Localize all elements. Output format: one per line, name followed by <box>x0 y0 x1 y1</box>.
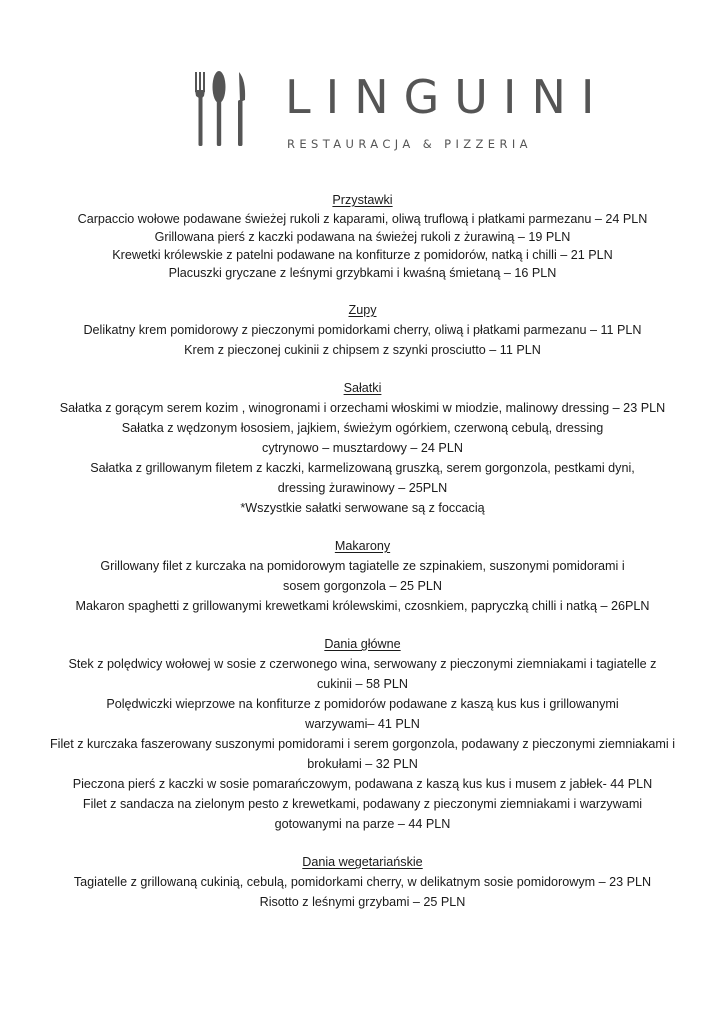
menu-item-note: *Wszystkie sałatki serwowane są z foccacią <box>240 501 485 515</box>
menu-item-line: Sałatka z grillowanym filetem z kaczki, karmelizowaną gruszką, serem gorgonzola, pestkami dyni, <box>90 461 635 475</box>
menu-item-line: Filet z kurczaka faszerowany suszonymi pomidorami i serem gorgonzola, podawany z pieczonymi ziemniakami i <box>49 737 676 751</box>
menu-item-line: Risotto z leśnymi grzybami – 25 PLN <box>259 895 466 909</box>
menu-item-line: cytrynowo – musztardowy – 24 PLN <box>262 441 463 455</box>
section-przystawki <box>0 190 725 282</box>
section-salatki <box>0 378 725 518</box>
menu-item-line: Delikatny krem pomidorowy z pieczonymi pomidorkami cherry, oliwą i płatkami parmezanu – 11 PLN <box>83 323 642 337</box>
section-title: Sałatki <box>343 381 382 395</box>
menu-item-line: Grillowana pierś z kaczki podawana na świeżej rukoli z żurawiną – 19 PLN <box>154 230 571 244</box>
menu-item-line: Krem z pieczonej cukinii z chipsem z szynki prosciutto – 11 PLN <box>184 343 541 357</box>
menu-item-line: Krewetki królewskie z patelni podawane na konfiturze z pomidorów, natką i chilli – 21 PLN <box>112 248 613 262</box>
menu-item-line: Stek z polędwicy wołowej w sosie z czerwonego wina, serwowany z pieczonymi ziemniakami i tagiatelle z <box>68 657 657 671</box>
menu-item-line: Pieczona pierś z kaczki w sosie pomarańczowym, podawana z kaszą kus kus i musem z jabłek- 44 PLN <box>72 777 653 791</box>
menu-item-line: Sałatka z gorącym serem kozim , winogronami i orzechami włoskimi w miodzie, malinowy dressing – 23 PLN <box>59 401 666 415</box>
section-zupy <box>0 300 725 360</box>
menu-item-line: Carpaccio wołowe podawane świeżej rukoli z kaparami, oliwą truflową i płatkami parmezanu – 24 PLN <box>77 212 648 226</box>
section-dania-wegetarianskie <box>0 852 725 912</box>
section-title: Zupy <box>348 303 377 317</box>
section-title: Makarony <box>334 539 391 553</box>
menu <box>0 190 725 930</box>
menu-item-line: Filet z sandacza na zielonym pesto z krewetkami, podawany z pieczonymi ziemniakami i warzywami <box>82 797 643 811</box>
menu-item-line: Sałatka z wędzonym łososiem, jajkiem, świeżym ogórkiem, czerwoną cebulą, dressing <box>121 421 604 435</box>
brand-subtitle: RESTAURACJA & PIZZERIA <box>287 137 532 151</box>
menu-item-line: brokułami – 32 PLN <box>307 757 418 771</box>
menu-item-line: warzywami– 41 PLN <box>305 717 420 731</box>
menu-item-line: Tagiatelle z grillowaną cukinią, cebulą, pomidorkami cherry, w delikatnym sosie pomidorowym – 23 PLN <box>73 875 652 889</box>
brand-name: LINGUINI <box>285 70 610 124</box>
cutlery-icon <box>192 70 252 148</box>
menu-item-line: Makaron spaghetti z grillowanymi krewetkami królewskimi, czosnkiem, papryczką chilli i natką – 26PLN <box>75 599 650 613</box>
restaurant-logo <box>192 70 610 152</box>
section-dania-glowne <box>0 634 725 834</box>
section-title: Dania wegetariańskie <box>302 855 423 869</box>
menu-item-line: sosem gorgonzola – 25 PLN <box>283 579 442 593</box>
menu-item-line: Polędwiczki wieprzowe na konfiturze z pomidorów podawane z kaszą kus kus i grillowanymi <box>106 697 619 711</box>
section-title: Dania główne <box>324 637 401 651</box>
section-title: Przystawki <box>332 193 393 207</box>
menu-item-line: Placuszki gryczane z leśnymi grzybkami i kwaśną śmietaną – 16 PLN <box>168 266 557 280</box>
menu-item-line: cukinii – 58 PLN <box>316 677 408 691</box>
menu-item-line: gotowanymi na parze – 44 PLN <box>274 817 451 831</box>
section-makarony <box>0 536 725 616</box>
menu-item-line: Grillowany filet z kurczaka na pomidorowym tagiatelle ze szpinakiem, suszonymi pomidorami i <box>100 559 625 573</box>
menu-item-line: dressing żurawinowy – 25PLN <box>277 481 448 495</box>
